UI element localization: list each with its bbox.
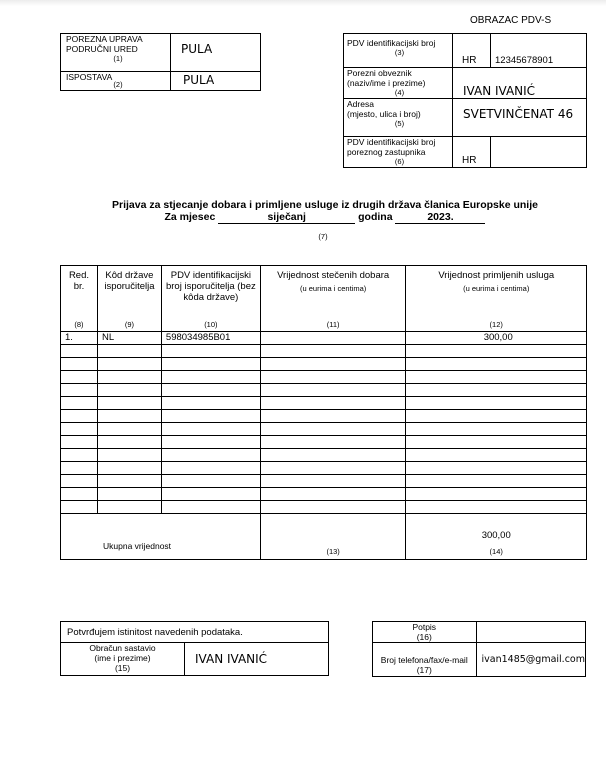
supplier-vat-id-cell[interactable] <box>161 358 260 371</box>
row-number-cell[interactable] <box>61 449 98 462</box>
goods-value-cell[interactable] <box>260 332 406 345</box>
taxpayer-block <box>343 33 587 168</box>
goods-value-cell[interactable] <box>260 410 406 423</box>
services-value-cell[interactable] <box>406 384 587 397</box>
goods-value-cell[interactable] <box>260 436 406 449</box>
year-field[interactable]: 2023. <box>395 211 485 224</box>
goods-value-cell[interactable] <box>260 501 406 514</box>
country-code-cell[interactable] <box>97 449 161 462</box>
form-title-line: Prijava za stjecanje dobara i primljene usluge iz drugih država članica Europske unije <box>112 199 538 211</box>
table-row <box>61 371 587 384</box>
header-row-number: Red. br. (8) <box>61 266 98 332</box>
tax-office-field[interactable]: PULA <box>171 34 261 72</box>
contact-field[interactable]: ivan1485@gmail.com <box>476 643 585 677</box>
rep-country-code: HR <box>453 137 491 168</box>
confirmation-text: Potvrđujem istinitost navedenih podataka. <box>61 622 329 643</box>
goods-value-cell[interactable] <box>260 449 406 462</box>
prepared-by-label: Obračun sastavio (ime i prezime) (15) <box>61 643 185 676</box>
services-value-cell[interactable] <box>406 462 587 475</box>
country-code-cell[interactable] <box>97 462 161 475</box>
page-top-shadow <box>0 0 606 6</box>
country-code-cell[interactable]: NL <box>97 332 161 345</box>
supplier-vat-id-cell[interactable] <box>161 488 260 501</box>
vat-country-code: HR <box>453 34 491 68</box>
tax-office-block <box>60 33 261 91</box>
total-goods-cell[interactable]: (13) <box>260 514 406 560</box>
services-value-cell[interactable] <box>406 475 587 488</box>
supplier-vat-id-cell[interactable] <box>161 436 260 449</box>
services-value-cell[interactable] <box>406 488 587 501</box>
table-row <box>61 423 587 436</box>
supplier-vat-id-cell[interactable]: 598034985B01 <box>161 332 260 345</box>
row-number-cell[interactable] <box>61 462 98 475</box>
month-field[interactable]: siječanj <box>218 211 355 224</box>
taxpayer-name-field[interactable]: IVAN IVANIĆ <box>453 68 587 99</box>
row-number-cell[interactable] <box>61 501 98 514</box>
services-value-cell[interactable] <box>406 410 587 423</box>
row-number-cell[interactable]: 1. <box>61 332 98 345</box>
header-country-code: Kôd države isporučitelja (9) <box>97 266 161 332</box>
vat-id-field[interactable]: 12345678901 <box>491 34 587 68</box>
country-code-cell[interactable] <box>97 371 161 384</box>
acquisitions-table <box>60 265 587 560</box>
services-value-cell[interactable] <box>406 358 587 371</box>
country-code-cell[interactable] <box>97 345 161 358</box>
country-code-cell[interactable] <box>97 384 161 397</box>
row-number-cell[interactable] <box>61 384 98 397</box>
row-number-cell[interactable] <box>61 475 98 488</box>
table-row <box>61 384 587 397</box>
services-value-cell[interactable] <box>406 397 587 410</box>
branch-label: ISPOSTAVA (2) <box>61 72 171 91</box>
table-row <box>61 488 587 501</box>
signature-label: Potpis (16) <box>373 622 477 643</box>
table-row <box>61 501 587 514</box>
row-number-cell[interactable] <box>61 488 98 501</box>
vat-id-label: PDV identifikacijski broj (3) <box>344 34 453 68</box>
goods-value-cell[interactable] <box>260 397 406 410</box>
row-number-cell[interactable] <box>61 397 98 410</box>
branch-field[interactable]: PULA <box>171 72 261 91</box>
services-value-cell[interactable]: 300,00 <box>406 332 587 345</box>
services-value-cell[interactable] <box>406 371 587 384</box>
table-row <box>61 462 587 475</box>
rep-vat-id-field[interactable] <box>491 137 587 168</box>
table-row <box>61 410 587 423</box>
table-row <box>61 475 587 488</box>
total-row <box>61 514 587 560</box>
country-code-cell[interactable] <box>97 410 161 423</box>
header-supplier-vat-id: PDV identifikacijski broj isporučitelja (bez kôda države) (10) <box>161 266 260 332</box>
row-number-cell[interactable] <box>61 345 98 358</box>
country-code-cell[interactable] <box>97 423 161 436</box>
table-row <box>61 449 587 462</box>
table-row <box>61 397 587 410</box>
supplier-vat-id-cell[interactable] <box>161 475 260 488</box>
row-number-cell[interactable] <box>61 423 98 436</box>
country-code-cell[interactable] <box>97 501 161 514</box>
confirmation-block <box>60 621 329 676</box>
supplier-vat-id-cell[interactable] <box>161 501 260 514</box>
signature-field[interactable] <box>476 622 585 643</box>
goods-value-cell[interactable] <box>260 488 406 501</box>
signature-block <box>372 621 586 677</box>
table-row <box>61 358 587 371</box>
tax-office-label: POREZNA UPRAVA PODRUČNI URED (1) <box>61 34 171 72</box>
table-row <box>61 332 587 345</box>
row-number-cell[interactable] <box>61 436 98 449</box>
supplier-vat-id-cell[interactable] <box>161 384 260 397</box>
row-number-cell[interactable] <box>61 371 98 384</box>
table-row <box>61 436 587 449</box>
goods-value-cell[interactable] <box>260 358 406 371</box>
supplier-vat-id-cell[interactable] <box>161 410 260 423</box>
goods-value-cell[interactable] <box>260 384 406 397</box>
supplier-vat-id-cell[interactable] <box>161 397 260 410</box>
goods-value-cell[interactable] <box>260 371 406 384</box>
services-value-cell[interactable] <box>406 423 587 436</box>
header-services-value: Vrijednost primljenih usluga (u eurima i centima) (12) <box>406 266 587 332</box>
services-value-cell[interactable] <box>406 345 587 358</box>
address-field[interactable]: SVETVINČENAT 46 <box>453 99 587 137</box>
country-code-cell[interactable] <box>97 397 161 410</box>
goods-value-cell[interactable] <box>260 423 406 436</box>
total-label-cell: Ukupna vrijednost <box>61 514 261 560</box>
table-row <box>61 345 587 358</box>
supplier-vat-id-cell[interactable] <box>161 423 260 436</box>
goods-value-cell[interactable] <box>260 345 406 358</box>
supplier-vat-id-cell[interactable] <box>161 345 260 358</box>
services-value-cell[interactable] <box>406 501 587 514</box>
form-title <box>0 199 606 224</box>
services-value-cell[interactable] <box>406 436 587 449</box>
row-number-cell[interactable] <box>61 358 98 371</box>
rep-vat-id-label: PDV identifikacijski broj poreznog zastupnika (6) <box>344 137 453 168</box>
title-note-number: (7) <box>318 232 328 241</box>
row-number-cell[interactable] <box>61 410 98 423</box>
prepared-by-field[interactable]: IVAN IVANIĆ <box>185 643 329 676</box>
taxpayer-name-label: Porezni obveznik (naziv/ime i prezime) (4) <box>344 68 453 99</box>
services-value-cell[interactable] <box>406 449 587 462</box>
country-code-cell[interactable] <box>97 488 161 501</box>
form-code: OBRAZAC PDV-S <box>470 15 552 26</box>
total-services-cell[interactable]: 300,00 (14) <box>406 514 587 560</box>
country-code-cell[interactable] <box>97 436 161 449</box>
supplier-vat-id-cell[interactable] <box>161 371 260 384</box>
address-label: Adresa (mjesto, ulica i broj) (5) <box>344 99 453 137</box>
supplier-vat-id-cell[interactable] <box>161 462 260 475</box>
country-code-cell[interactable] <box>97 475 161 488</box>
contact-label: Broj telefona/fax/e-mail (17) <box>373 643 477 677</box>
goods-value-cell[interactable] <box>260 475 406 488</box>
period-line: Za mjesec siječanj godina 2023. <box>0 211 606 224</box>
header-goods-value: Vrijednost stečenih dobara (u eurima i centima) (11) <box>260 266 406 332</box>
country-code-cell[interactable] <box>97 358 161 371</box>
supplier-vat-id-cell[interactable] <box>161 449 260 462</box>
goods-value-cell[interactable] <box>260 462 406 475</box>
